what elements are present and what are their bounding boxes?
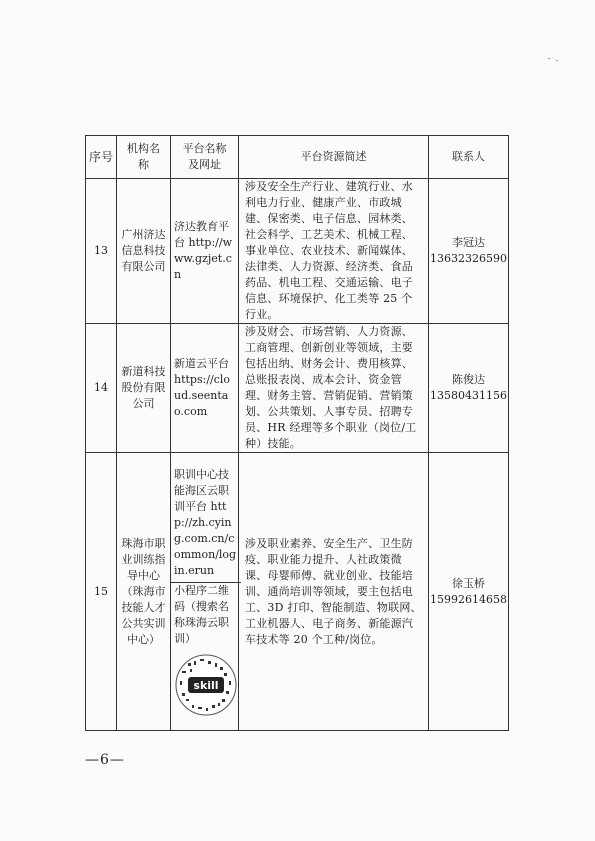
resource-description: 涉及职业素养、安全生产、卫生防疫、职业能力提升、人社政策微课、母婴师傅、就业创业、技能培训、通尚培训等领域，要主包括电工、3D 打印、智能制造、物联网、工业机器人、电子商务、新能源汽车技术等 20 个工种/岗位。: [239, 453, 429, 731]
contact-phone: 15992614658: [430, 592, 507, 606]
platform-sub-table: [171, 464, 241, 719]
contact-cell: [429, 453, 509, 731]
resource-description: 涉及财会、市场营销、人力资源、工商管理、创新创业等领域，主要包括出纳、财务会计、费用核算、总账报表岗、成本会计、资金管理、财务主管、营销促销、营销策划、公共策划、人事专员、招聘专员、HR 经理等多个职业（岗位/工种）技能。: [239, 324, 429, 453]
mini-program-text: 小程序二维码（搜索名称珠海云职训）: [174, 584, 229, 645]
header-desc: 平台资源简述: [239, 136, 429, 179]
resource-description: 涉及安全生产行业、建筑行业、水利电力行业、健康产业、市政城建、保密类、电子信息、园林类、社会科学、工艺美术、机械工程、事业单位、农业技术、新闻媒体、法律类、人力资源、经济类、食品药品、机电工程、交通运输、电子信息、环境保护、化工类等 25 个行业。: [239, 179, 429, 324]
header-contact: 联系人: [429, 136, 509, 179]
qr-code-icon: [174, 653, 238, 717]
row-number: 15: [86, 453, 117, 731]
table-header-row: [86, 136, 509, 179]
scan-speck: [548, 58, 550, 59]
contact-cell: [429, 179, 509, 324]
page-number: —6—: [85, 752, 125, 768]
row-number: 13: [86, 179, 117, 324]
header-platform: 平台名称及网址: [171, 136, 239, 179]
org-name: 新道科技股份有限公司: [117, 324, 171, 453]
contact-name: 李冠达: [452, 236, 485, 249]
contact-phone: 13580431156: [430, 389, 507, 402]
platform-info: 新道云平台 https://cloud.seentao.com: [171, 324, 239, 453]
contact-cell: [429, 324, 509, 453]
mini-program-cell: [171, 583, 241, 720]
table-row: [86, 179, 509, 324]
platform-info: 职训中心技能海区云职训平台 http://zh.cying.com.cn/common/login.erun: [171, 464, 241, 583]
table-row: [86, 453, 509, 731]
table-row: [86, 324, 509, 453]
header-no: 序号: [86, 136, 117, 179]
qr-label: skill: [193, 679, 219, 692]
resource-table: [85, 135, 509, 731]
contact-name: 徐玉桥: [452, 576, 485, 590]
platform-info: 济达教育平台 http://www.gzjet.cn: [171, 179, 239, 324]
contact-name: 陈俊达: [452, 373, 485, 386]
row-number: 14: [86, 324, 117, 453]
scan-speck: [556, 60, 558, 61]
contact-phone: 13632326590: [430, 252, 507, 265]
org-name: 广州济达信息科技有限公司: [117, 179, 171, 324]
platform-cell: [171, 453, 239, 731]
org-name: 珠海市职业训练指导中心（珠海市技能人才公共实训中心）: [117, 453, 171, 731]
header-org: 机构名称: [117, 136, 171, 179]
